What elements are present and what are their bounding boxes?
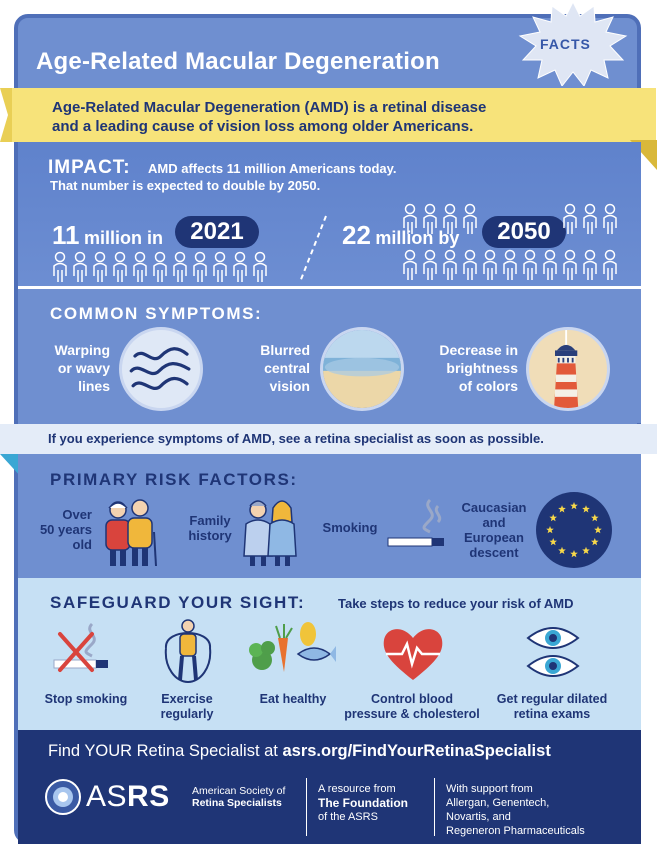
symptom-line: brightness [446, 360, 518, 376]
risk-line: old [72, 537, 92, 552]
risk-line: Family [189, 513, 231, 528]
person-icon [424, 251, 436, 281]
stat-2021 [52, 220, 163, 251]
risk-line: and [482, 515, 506, 530]
intro-text [52, 98, 612, 136]
page-title: Age-Related Macular Degeneration [36, 48, 440, 75]
safeguard-line: regularly [160, 707, 214, 721]
person-icon [94, 253, 106, 283]
stat-text: million by [375, 228, 460, 248]
find-specialist-link[interactable]: asrs.org/FindYourRetinaSpecialist [282, 742, 551, 760]
risk-line: European [464, 530, 524, 545]
symptom-line: central [264, 360, 310, 376]
footer-divider [306, 778, 307, 836]
cigarette-icon [386, 498, 448, 552]
safeguard-label [336, 692, 488, 722]
eyes-icon [526, 622, 580, 684]
support-line: Regeneron Pharmaceuticals [446, 825, 585, 837]
person-icon [114, 253, 126, 283]
risk-line: Caucasian [461, 500, 527, 515]
person-icon [524, 251, 536, 281]
find-specialist [48, 742, 551, 761]
notice-text: If you experience symptoms of AMD, see a retina specialist as soon as possible. [48, 431, 544, 446]
resource-line: A resource from [318, 783, 396, 795]
healthy-food-icon [248, 620, 336, 684]
safeguard-line: pressure & cholesterol [344, 707, 480, 721]
banner-fold [0, 88, 12, 142]
footer-divider [434, 778, 435, 836]
intro-line: Age-Related Macular Degeneration (AMD) is a retinal disease [52, 99, 487, 116]
year-pill: 2021 [175, 216, 259, 248]
stat-text: million in [83, 228, 163, 248]
divider-line [298, 214, 328, 284]
person-icon [234, 253, 246, 283]
impact-text [50, 160, 470, 194]
person-icon [424, 205, 436, 235]
impact-label: IMPACT: [48, 157, 131, 178]
person-icon [404, 251, 416, 281]
logo-text-part: RS [127, 780, 170, 813]
org-name [192, 785, 285, 809]
asrs-logo-text [86, 780, 170, 814]
person-icon [464, 205, 476, 235]
person-icon [154, 253, 166, 283]
support-line: Allergan, Genentech, [446, 797, 550, 809]
support-credit [446, 782, 585, 838]
symptom-line: lines [78, 378, 110, 394]
safeguard-label: Stop smoking [44, 692, 128, 706]
org-line: Retina Specialists [192, 797, 282, 809]
risk-line: 50 years [39, 522, 92, 537]
person-icon [604, 205, 616, 235]
asrs-logo-icon [44, 778, 82, 816]
person-icon [544, 251, 556, 281]
risk-line: descent [469, 545, 519, 560]
risk-label [180, 513, 240, 543]
resource-line: of the ASRS [318, 811, 378, 823]
person-icon [584, 251, 596, 281]
impact-line: That number is expected to double by 2050. [50, 178, 321, 193]
intro-line: and a leading cause of vision loss among older Americans. [52, 118, 474, 135]
safeguard-line: Get regular dilated [496, 692, 608, 706]
facts-badge: FACTS [540, 36, 591, 52]
person-icon [174, 253, 186, 283]
person-icon [484, 251, 496, 281]
no-smoking-icon [52, 622, 118, 678]
symptom-line: of colors [458, 378, 518, 394]
impact-line: AMD affects 11 million Americans today. [148, 161, 397, 176]
wavy-lines-icon [119, 327, 203, 411]
stat-number: 22 [342, 220, 371, 250]
symptom-label [238, 341, 310, 395]
older-couple-icon [98, 496, 160, 568]
risk-title: PRIMARY RISK FACTORS: [50, 470, 298, 489]
risk-label [456, 500, 532, 560]
year-pill: 2050 [482, 216, 566, 248]
symptom-label [414, 341, 518, 395]
safeguard-line: retina exams [513, 707, 591, 721]
person-icon [464, 251, 476, 281]
person-icon [444, 205, 456, 235]
safeguard-line: Control blood [371, 692, 453, 706]
people-icon-row [52, 250, 272, 286]
symptom-line: Decrease in [439, 342, 518, 358]
person-icon [564, 251, 576, 281]
risk-label [34, 507, 92, 552]
person-icon [444, 251, 456, 281]
safeguard-subtitle: Take steps to reduce your risk of AMD [338, 596, 574, 611]
jump-rope-icon [160, 618, 216, 684]
symptom-line: or wavy [57, 360, 110, 376]
symptom-line: vision [269, 378, 310, 394]
symptom-line: Blurred [260, 342, 310, 358]
safeguard-line: Exercise [161, 692, 213, 706]
find-prefix: Find YOUR Retina Specialist at [48, 742, 283, 760]
support-line: With support from [446, 783, 533, 795]
resource-credit [318, 782, 408, 824]
safeguard-title: SAFEGUARD YOUR SIGHT: [50, 593, 306, 612]
blurred-horizon-icon [320, 327, 404, 411]
symptom-label [30, 341, 110, 395]
person-icon [134, 253, 146, 283]
heart-pulse-icon [382, 626, 444, 682]
symptoms-title: COMMON SYMPTOMS: [50, 304, 263, 323]
risk-label [318, 520, 382, 535]
person-icon [214, 253, 226, 283]
person-icon [54, 253, 66, 283]
stat-number: 11 [52, 220, 80, 250]
lighthouse-icon [526, 327, 610, 411]
person-icon [74, 253, 86, 283]
person-icon [604, 251, 616, 281]
person-icon [404, 205, 416, 235]
safeguard-label [486, 692, 618, 722]
person-icon [564, 205, 576, 235]
person-icon [194, 253, 206, 283]
family-icon [238, 496, 302, 568]
people-icon-grid [402, 200, 624, 286]
risk-line: history [188, 528, 232, 543]
person-icon [504, 251, 516, 281]
safeguard-label: Eat healthy [259, 692, 327, 706]
person-icon [254, 253, 266, 283]
logo-text-part: AS [86, 780, 128, 813]
resource-line: The Foundation [318, 796, 408, 810]
risk-line: Smoking [322, 520, 378, 535]
safeguard-label [146, 692, 228, 722]
risk-line: Over [62, 507, 92, 522]
support-line: Novartis, and [446, 811, 511, 823]
symptom-line: Warping [54, 342, 110, 358]
org-line: American Society of [192, 785, 286, 797]
person-icon [584, 205, 596, 235]
eu-flag-icon [534, 490, 614, 570]
